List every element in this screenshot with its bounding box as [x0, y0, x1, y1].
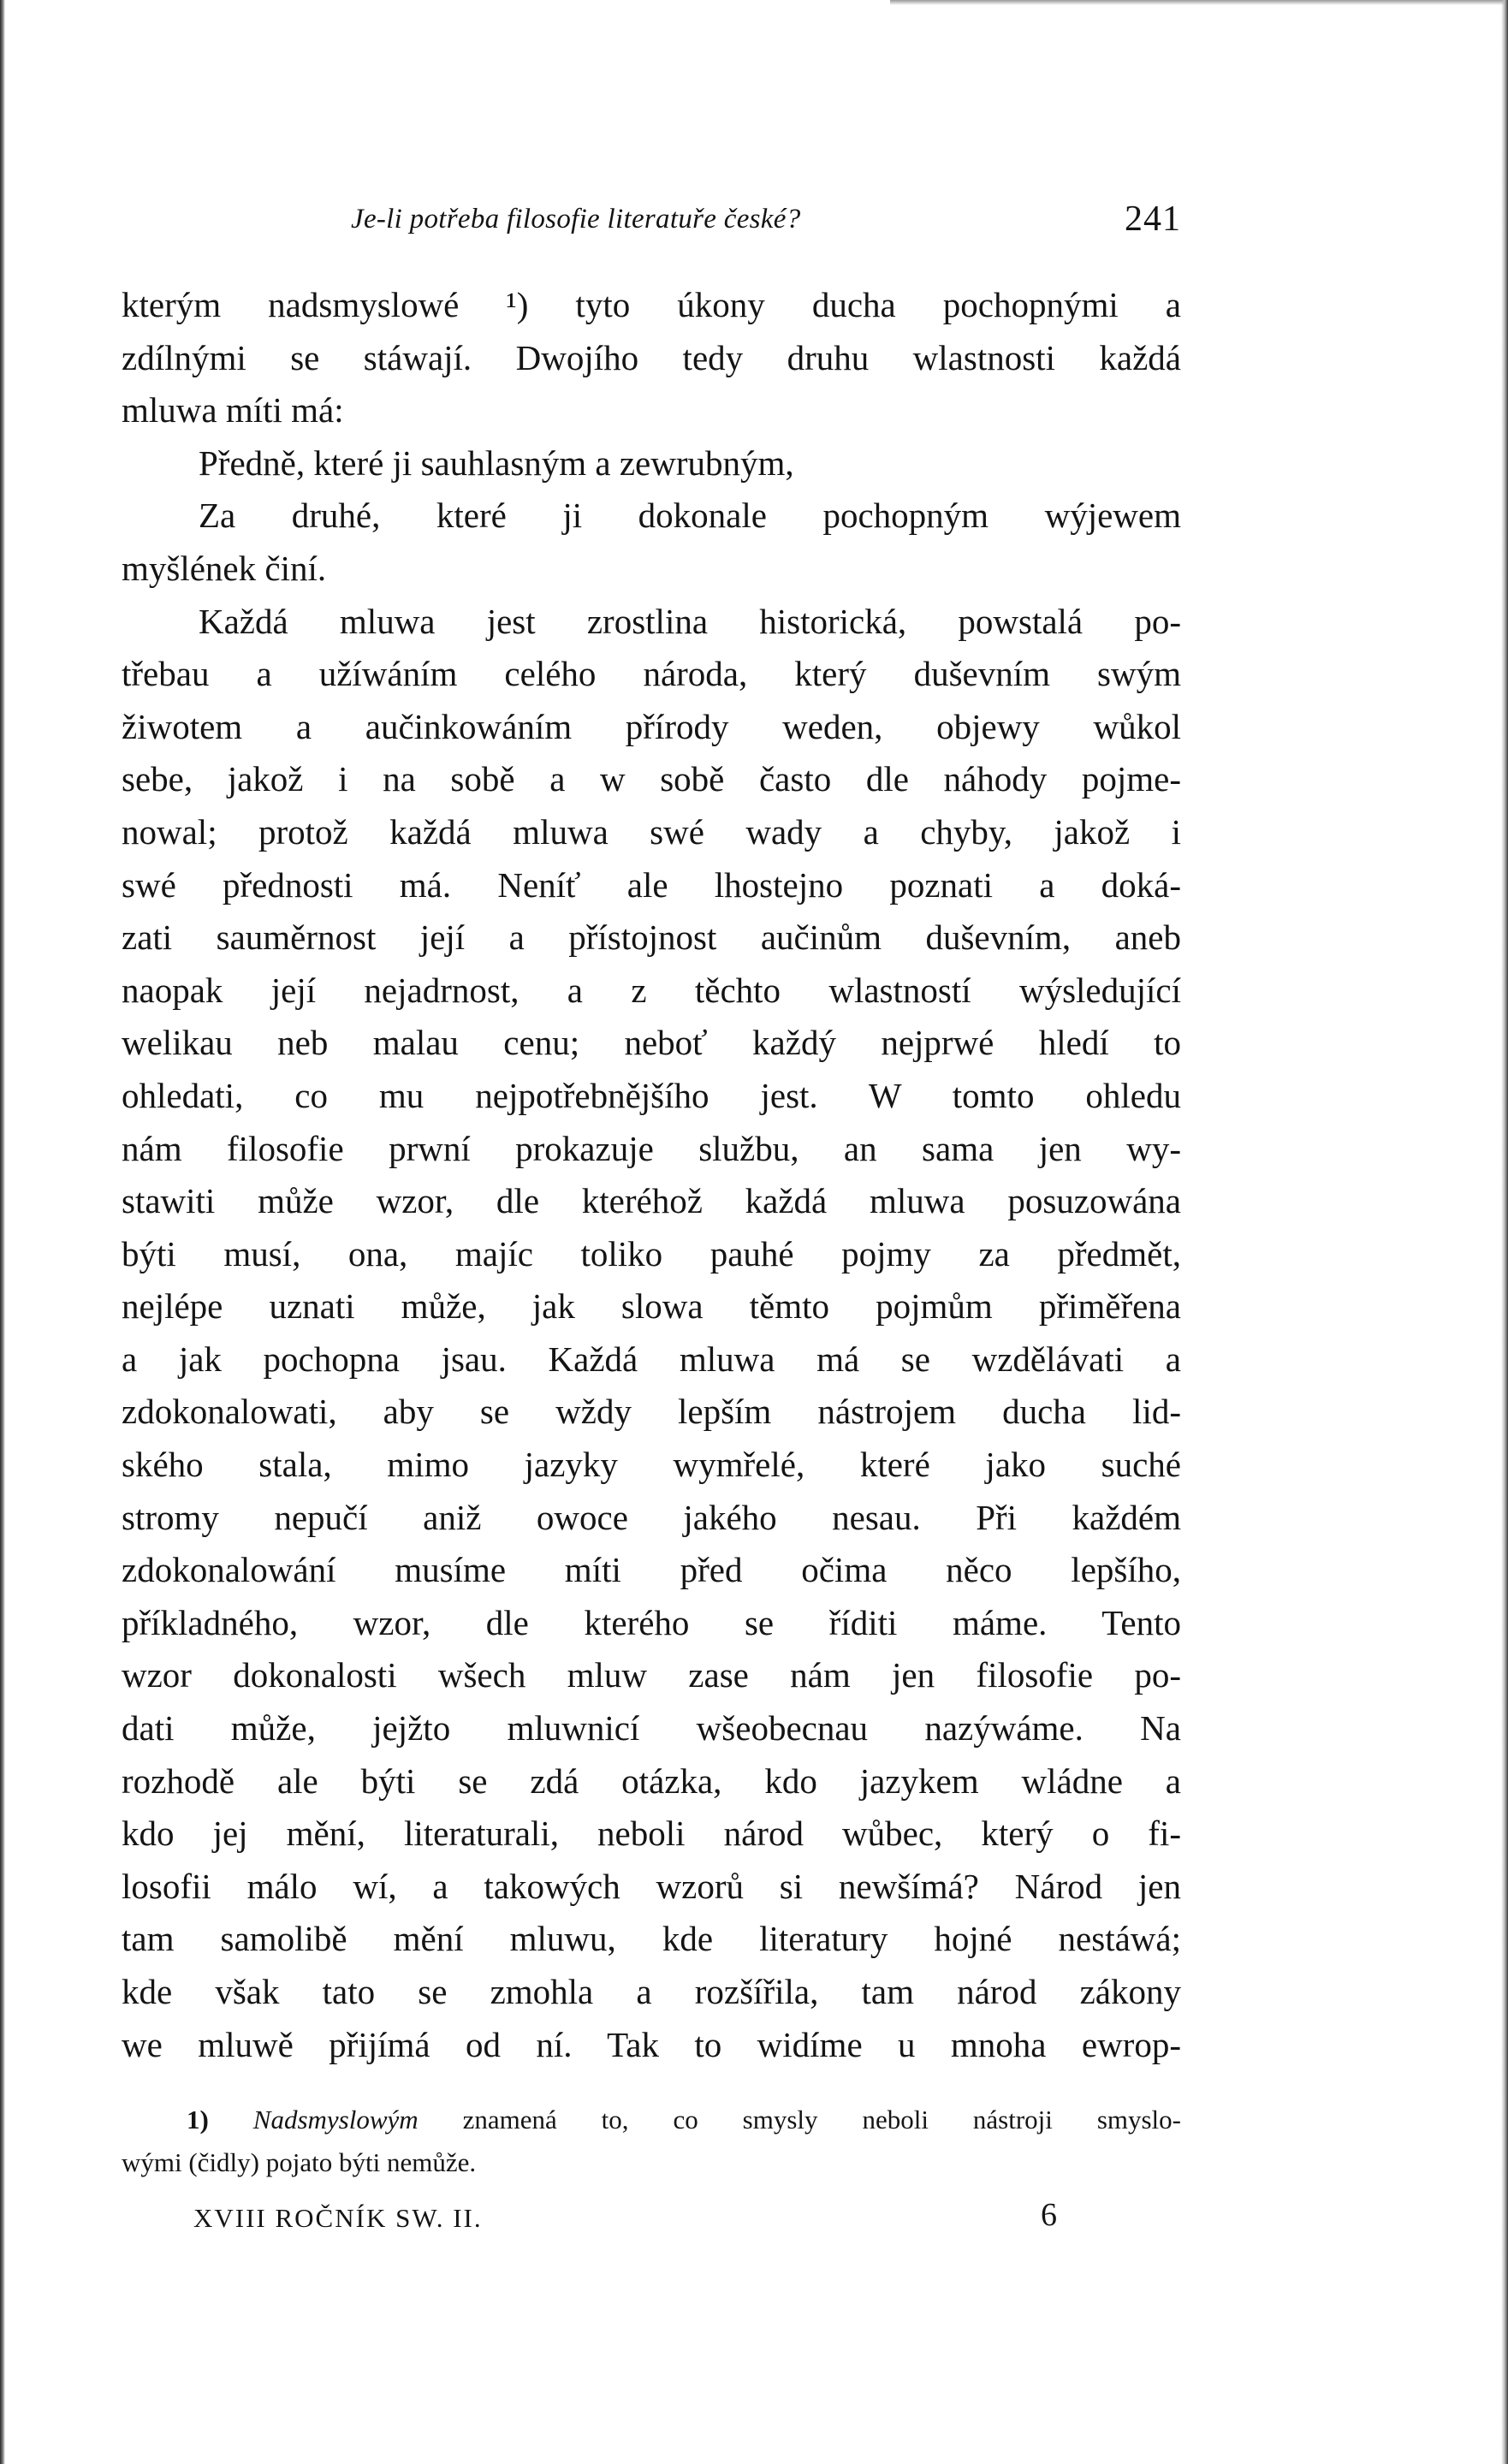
text-line: rozhodě ale býti se zdá otázka, kdo jazykem wládne a — [122, 1760, 1181, 1801]
text-line: stromy nepučí aniž owoce jakého nesau. Při každém — [122, 1497, 1181, 1537]
footnote-line-2: wými (čidly) pojato býti nemůže. — [122, 2147, 477, 2177]
scan-edge-top — [890, 0, 1508, 5]
text-line: Předně, které ji sauhlasným a zewrubným, — [199, 442, 794, 483]
text-line: stawiti může wzor, dle kteréhož každá mluwa posuzowána — [122, 1181, 1181, 1221]
body-text — [122, 279, 1181, 2071]
signature-number: 6 — [1041, 2197, 1057, 2233]
text-line: swé přednosti má. Neníť ale lhostejno poznati a doká- — [122, 864, 1181, 905]
text-line: losofii málo wí, a takowých wzorů si newšímá? Národ jen — [122, 1866, 1181, 1906]
scan-edge-right — [1501, 0, 1508, 2464]
text-line: we mluwě přijímá od ní. Tak to widíme u mnoha ewrop- — [122, 2024, 1181, 2064]
text-line: zdílnými se stáwají. Dwojího tedy druhu wlastnosti každá — [122, 337, 1181, 377]
text-line: býti musí, ona, majíc toliko pauhé pojmy za předmět, — [122, 1233, 1181, 1274]
page-number: 241 — [1125, 199, 1181, 239]
footnote — [122, 2099, 1181, 2184]
running-head — [122, 195, 1181, 246]
text-line: tam samolibě mění mluwu, kde literatury hojné nestáwá; — [122, 1919, 1181, 1959]
scan-edge-left — [0, 0, 5, 2464]
text-line: zdokonalowání musíme míti před očima něco lepšího, — [122, 1550, 1181, 1590]
text-line: zdokonalowati, aby se wždy lepším nástrojem ducha lid- — [122, 1392, 1181, 1432]
footnote-term: Nadsmyslowým — [252, 2105, 419, 2134]
text-line: zati sauměrnost její a přístojnost aučinům duševním, aneb — [122, 917, 1181, 958]
text-line: třebau a užíwáním celého národa, který duševním swým — [122, 654, 1181, 694]
text-line: kdo jej mění, literaturali, neboli národ wůbec, který o fi- — [122, 1814, 1181, 1854]
printer-signature — [193, 2196, 1101, 2242]
running-head-title: Je-li potřeba filosofie literatuře české? — [351, 204, 801, 235]
text-line: mluwa míti má: — [122, 390, 344, 430]
text-line: kde však tato se zmohla a rozšířila, tam národ zákony — [122, 1972, 1181, 2011]
text-line: a jak pochopna jsau. Každá mluwa má se wzdělávati a — [122, 1339, 1181, 1379]
text-line: nám filosofie prwní prokazuje službu, an sama jen wy- — [122, 1128, 1181, 1168]
text-line: příkladného, wzor, dle kterého se říditi máme. Tento — [122, 1602, 1181, 1642]
text-line: wzor dokonalosti wšech mluw zase nám jen filosofie po- — [122, 1655, 1181, 1695]
text-line: dati může, jejžto mluwnicí wšeobecnau nazýwáme. Na — [122, 1708, 1181, 1749]
footnote-marker: 1) — [187, 2105, 209, 2134]
text-line: myšlének činí. — [122, 548, 327, 588]
text-line: kterým nadsmyslowé ¹) tyto úkony ducha pochopnými a — [122, 285, 1181, 324]
text-line: ského stala, mimo jazyky wymřelé, které jako suché — [122, 1445, 1181, 1485]
text-line: welikau neb malau cenu; neboť každý nejprwé hledí to — [122, 1023, 1181, 1063]
signature-volume: XVIII ROČNÍK SW. II. — [193, 2203, 483, 2233]
text-line: naopak její nejadrnost, a z těchto wlastností wýsledující — [122, 970, 1181, 1010]
footnote-text: znamená to, co smysly neboli nástroji smyslo- — [462, 2105, 1181, 2134]
text-line: sebe, jakož i na sobě a w sobě často dle náhody pojme- — [122, 759, 1181, 799]
text-line: Za druhé, které ji dokonale pochopným wýjewem — [199, 496, 1181, 536]
footnote-line-1 — [122, 2099, 1181, 2141]
text-line: žiwotem a aučinkowáním přírody weden, objewy wůkol — [122, 706, 1181, 746]
text-line: ohledati, co mu nejpotřebnějšího jest. W tomto ohledu — [122, 1075, 1181, 1115]
text-line: nejlépe uznati může, jak slowa těmto pojmům přiměřena — [122, 1286, 1181, 1327]
text-line: nowal; protož každá mluwa swé wady a chyby, jakož i — [122, 811, 1181, 852]
text-line: Každá mluwa jest zrostlina historická, powstalá po- — [199, 601, 1181, 641]
